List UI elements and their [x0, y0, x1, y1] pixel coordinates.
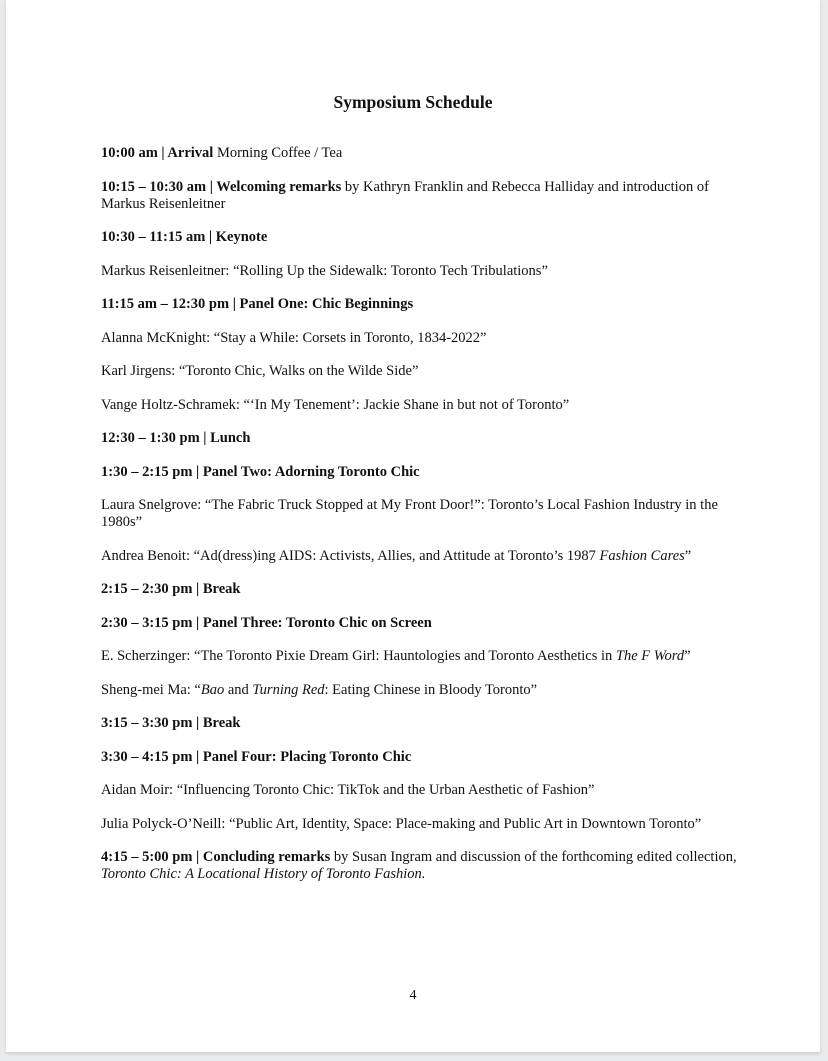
schedule-entry	[101, 497, 741, 531]
page-number: 4	[409, 988, 417, 1003]
schedule-entry	[101, 648, 741, 665]
schedule-heading	[101, 229, 741, 246]
entry-text: Laura Snelgrove: “The Fabric Truck Stopped at My Front Door!”: Toronto’s Local Fashion Industry in the 1980s”	[101, 497, 718, 530]
schedule-entry	[101, 330, 741, 347]
entry-after2: : Eating Chinese in Bloody Toronto”	[324, 681, 538, 698]
entry-italic: Fashion Cares	[599, 547, 685, 564]
entry-text: Karl Jirgens: “Toronto Chic, Walks on the Wilde Side”	[101, 363, 419, 379]
entry-text: by Kathryn Franklin and Rebecca Halliday and introduction of Markus Reisenleitner	[101, 178, 709, 212]
entry-text: Markus Reisenleitner: “Rolling Up the Sidewalk: Toronto Tech Tribulations”	[101, 262, 548, 279]
schedule-entry	[101, 849, 741, 883]
schedule-entry	[101, 397, 741, 414]
entry-italic: Bao	[200, 681, 225, 698]
entry-bold: 10:00 am | Arrival	[101, 145, 214, 161]
entry-bold: 3:15 – 3:30 pm | Break	[101, 715, 241, 731]
schedule-entry	[101, 145, 741, 162]
entry-italic2: Turning Red	[252, 681, 325, 698]
schedule-entry	[101, 816, 741, 833]
entry-text: E. Scherzinger: “The Toronto Pixie Dream Girl: Hauntologies and Toronto Aesthetics in	[101, 648, 616, 664]
schedule-list	[101, 145, 741, 900]
entry-bold: 10:15 – 10:30 am | Welcoming remarks	[101, 178, 342, 195]
entry-text: by Susan Ingram and discussion of the forthcoming edited collection,	[330, 849, 737, 865]
schedule-heading	[101, 430, 741, 447]
entry-text: Andrea Benoit: “Ad(dress)ing AIDS: Activists, Allies, and Attitude at Toronto’s 1987	[101, 547, 600, 564]
entry-bold: 4:15 – 5:00 pm | Concluding remarks	[101, 849, 331, 865]
entry-text: Aidan Moir: “Influencing Toronto Chic: TikTok and the Urban Aesthetic of Fashion”	[101, 782, 595, 798]
entry-text: Julia Polyck-O’Neill: “Public Art, Identity, Space: Place-making and Public Art in Downtown Toronto”	[101, 815, 702, 832]
entry-bold: 1:30 – 2:15 pm | Panel Two: Adorning Toronto Chic	[101, 463, 420, 480]
schedule-heading	[101, 296, 741, 313]
schedule-entry	[101, 179, 741, 213]
schedule-heading	[101, 615, 741, 632]
schedule-heading	[101, 581, 741, 598]
schedule-entry	[101, 363, 741, 380]
entry-italic: Toronto Chic: A Locational History of Toronto Fashion.	[101, 866, 426, 882]
entry-bold: 2:15 – 2:30 pm | Break	[101, 581, 241, 597]
entry-bold: 2:30 – 3:15 pm | Panel Three: Toronto Chic on Screen	[101, 614, 432, 631]
entry-bold: 11:15 am – 12:30 pm | Panel One: Chic Beginnings	[101, 296, 414, 312]
entry-italic: The F Word	[615, 648, 685, 664]
schedule-entry	[101, 548, 741, 565]
schedule-entry	[101, 682, 741, 699]
schedule-heading	[101, 749, 741, 766]
entry-bold: 3:30 – 4:15 pm | Panel Four: Placing Toronto Chic	[101, 748, 412, 765]
entry-after: ”	[684, 547, 692, 564]
entry-bold: 12:30 – 1:30 pm | Lunch	[101, 430, 251, 446]
page-title: Symposium Schedule	[333, 92, 493, 112]
entry-text: Morning Coffee / Tea	[213, 145, 343, 161]
entry-after: and	[224, 681, 253, 698]
entry-after: ”	[684, 648, 691, 664]
document-page	[6, 0, 820, 1053]
entry-bold: 10:30 – 11:15 am | Keynote	[101, 229, 268, 245]
entry-text: Sheng-mei Ma: “	[101, 681, 201, 698]
entry-text: Alanna McKnight: “Stay a While: Corsets in Toronto, 1834-2022”	[101, 329, 487, 346]
schedule-heading	[101, 464, 741, 481]
entry-text: Vange Holtz-Schramek: “‘In My Tenement’: Jackie Shane in but not of Toronto”	[101, 396, 570, 413]
schedule-entry	[101, 782, 741, 799]
schedule-heading	[101, 715, 741, 732]
schedule-entry	[101, 263, 741, 280]
